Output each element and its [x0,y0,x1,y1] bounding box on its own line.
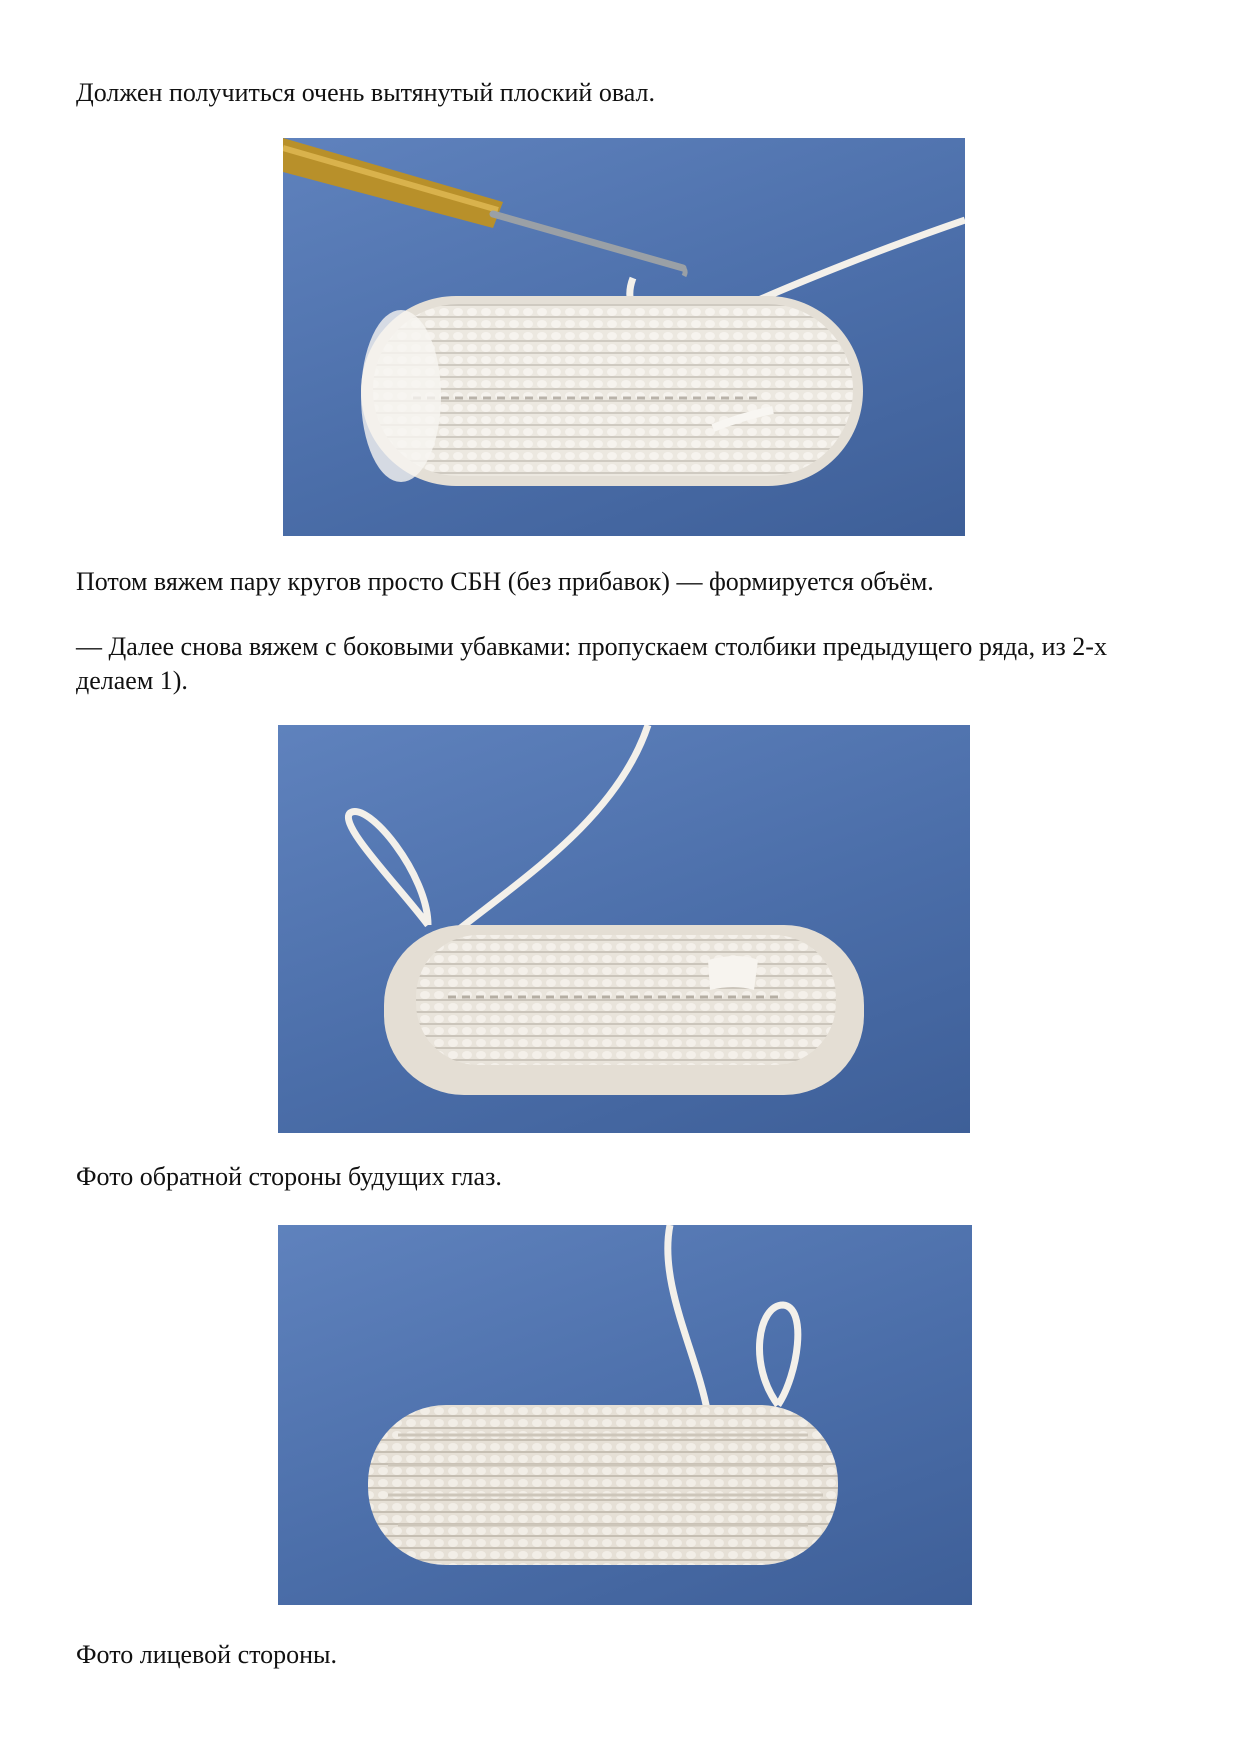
paragraph-1: Должен получиться очень вытянутый плоский овал. [76,78,656,107]
photo-flat-oval-with-hook [283,138,965,536]
paragraph-5: Фото лицевой стороны. [76,1640,338,1669]
paragraph-3: — Далее снова вяжем с боковыми убавками: пропускаем столбики предыдущего ряда, из 2-х делаем 1). [76,632,1107,695]
paragraph-4: Фото обратной стороны будущих глаз. [76,1162,502,1191]
photo-oval-with-volume [278,725,970,1133]
photo-back-side-of-eyes [278,1225,972,1605]
crochet-hook-icon [283,138,685,276]
paragraph-2: Потом вяжем пару кругов просто СБН (без прибавок) — формируется объём. [76,567,934,596]
